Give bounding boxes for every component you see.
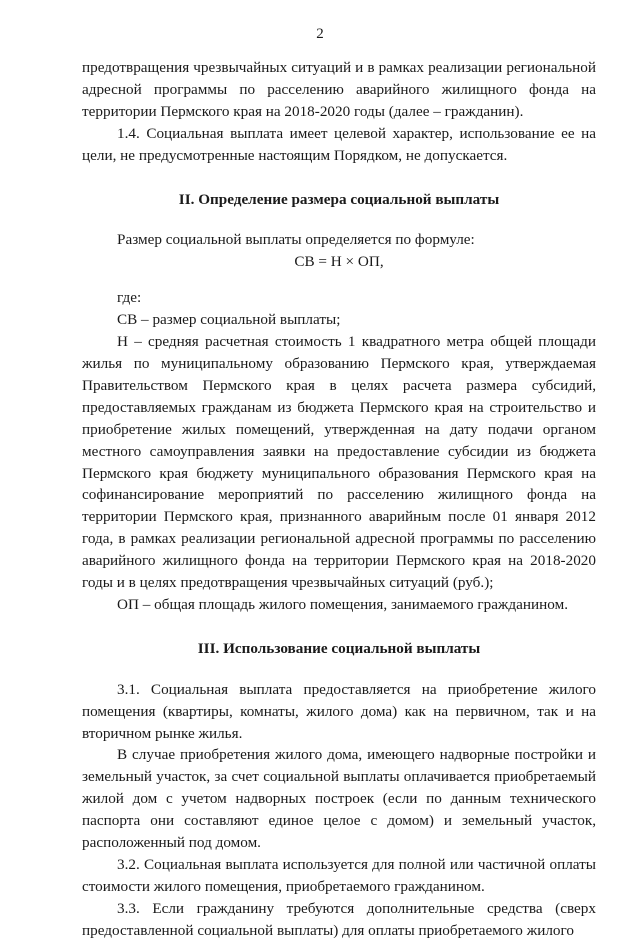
section-2-heading: II. Определение размера социальной выплаты — [178, 190, 500, 208]
page-number: 2 — [316, 26, 324, 42]
formula-intro: Размер социальной выплаты определяется по формуле: — [117, 231, 475, 249]
definition-n: Н – средняя расчетная стоимость 1 квадратного метра общей площади жилья по муниципальному образованию Пермского края, утверждаемая Правительством Пермского края в целях расчета размера субсидий, предоставляемых гражданам из бюджета Пермского края на строительство и приобретение жилых помещений, утвержденная на дату подачи органом местного самоуправления заявки на предоставление субсидии из бюджета Пермского края бюджету муниципального образования Пермского края на софинансирование мероприятий по расселению жилищного фонда на территории Пермского края, признанного аварийным после 01 января 2012 года, в рамках реализации региональной адресной программы по расселению аварийного жилищного фонда на территории Пермского края на 2018-2020 годы и в целях предотвращения чрезвычайных ситуаций (руб.); — [82, 333, 596, 592]
paragraph-intro-continuation: предотвращения чрезвычайных ситуаций и в рамках реализации региональной адресной программы по расселению аварийного жилищного фонда на территории Пермского края на 2018-2020 годы (далее – гражданин). — [82, 59, 596, 120]
section-3-heading: III. Использование социальной выплаты — [197, 639, 481, 657]
definition-sv: СВ – размер социальной выплаты; — [117, 311, 341, 329]
definition-op: ОП – общая площадь жилого помещения, занимаемого гражданином. — [117, 595, 568, 613]
where-label: где: — [117, 289, 142, 307]
document-body — [82, 57, 596, 942]
paragraph-1-4: 1.4. Социальная выплата имеет целевой характер, использование ее на цели, не предусмотренные настоящим Порядком, не допускается. — [82, 124, 596, 164]
paragraph-3-1: 3.1. Социальная выплата предоставляется на приобретение жилого помещения (квартиры, комнаты, жилого дома) как на первичном, так и на вторичном рынке жилья. — [82, 680, 596, 742]
paragraph-3-3: 3.3. Если гражданину требуются дополнительные средства (сверх предоставленной социальной выплаты) для оплаты приобретаемого жилого — [82, 899, 596, 939]
formula: СВ = Н × ОП, — [294, 253, 384, 271]
paragraph-3-2: 3.2. Социальная выплата используется для полной или частичной оплаты стоимости жилого помещения, приобретаемого гражданином. — [82, 856, 596, 895]
paragraph-house-purchase: В случае приобретения жилого дома, имеющего надворные постройки и земельный участок, за счет социальной выплаты оплачивается приобретаемый жилой дом с учетом надворных построек (если по данным технического паспорта они составляют единое целое с домом) и земельный участок, расположенный под домом. — [82, 746, 596, 852]
